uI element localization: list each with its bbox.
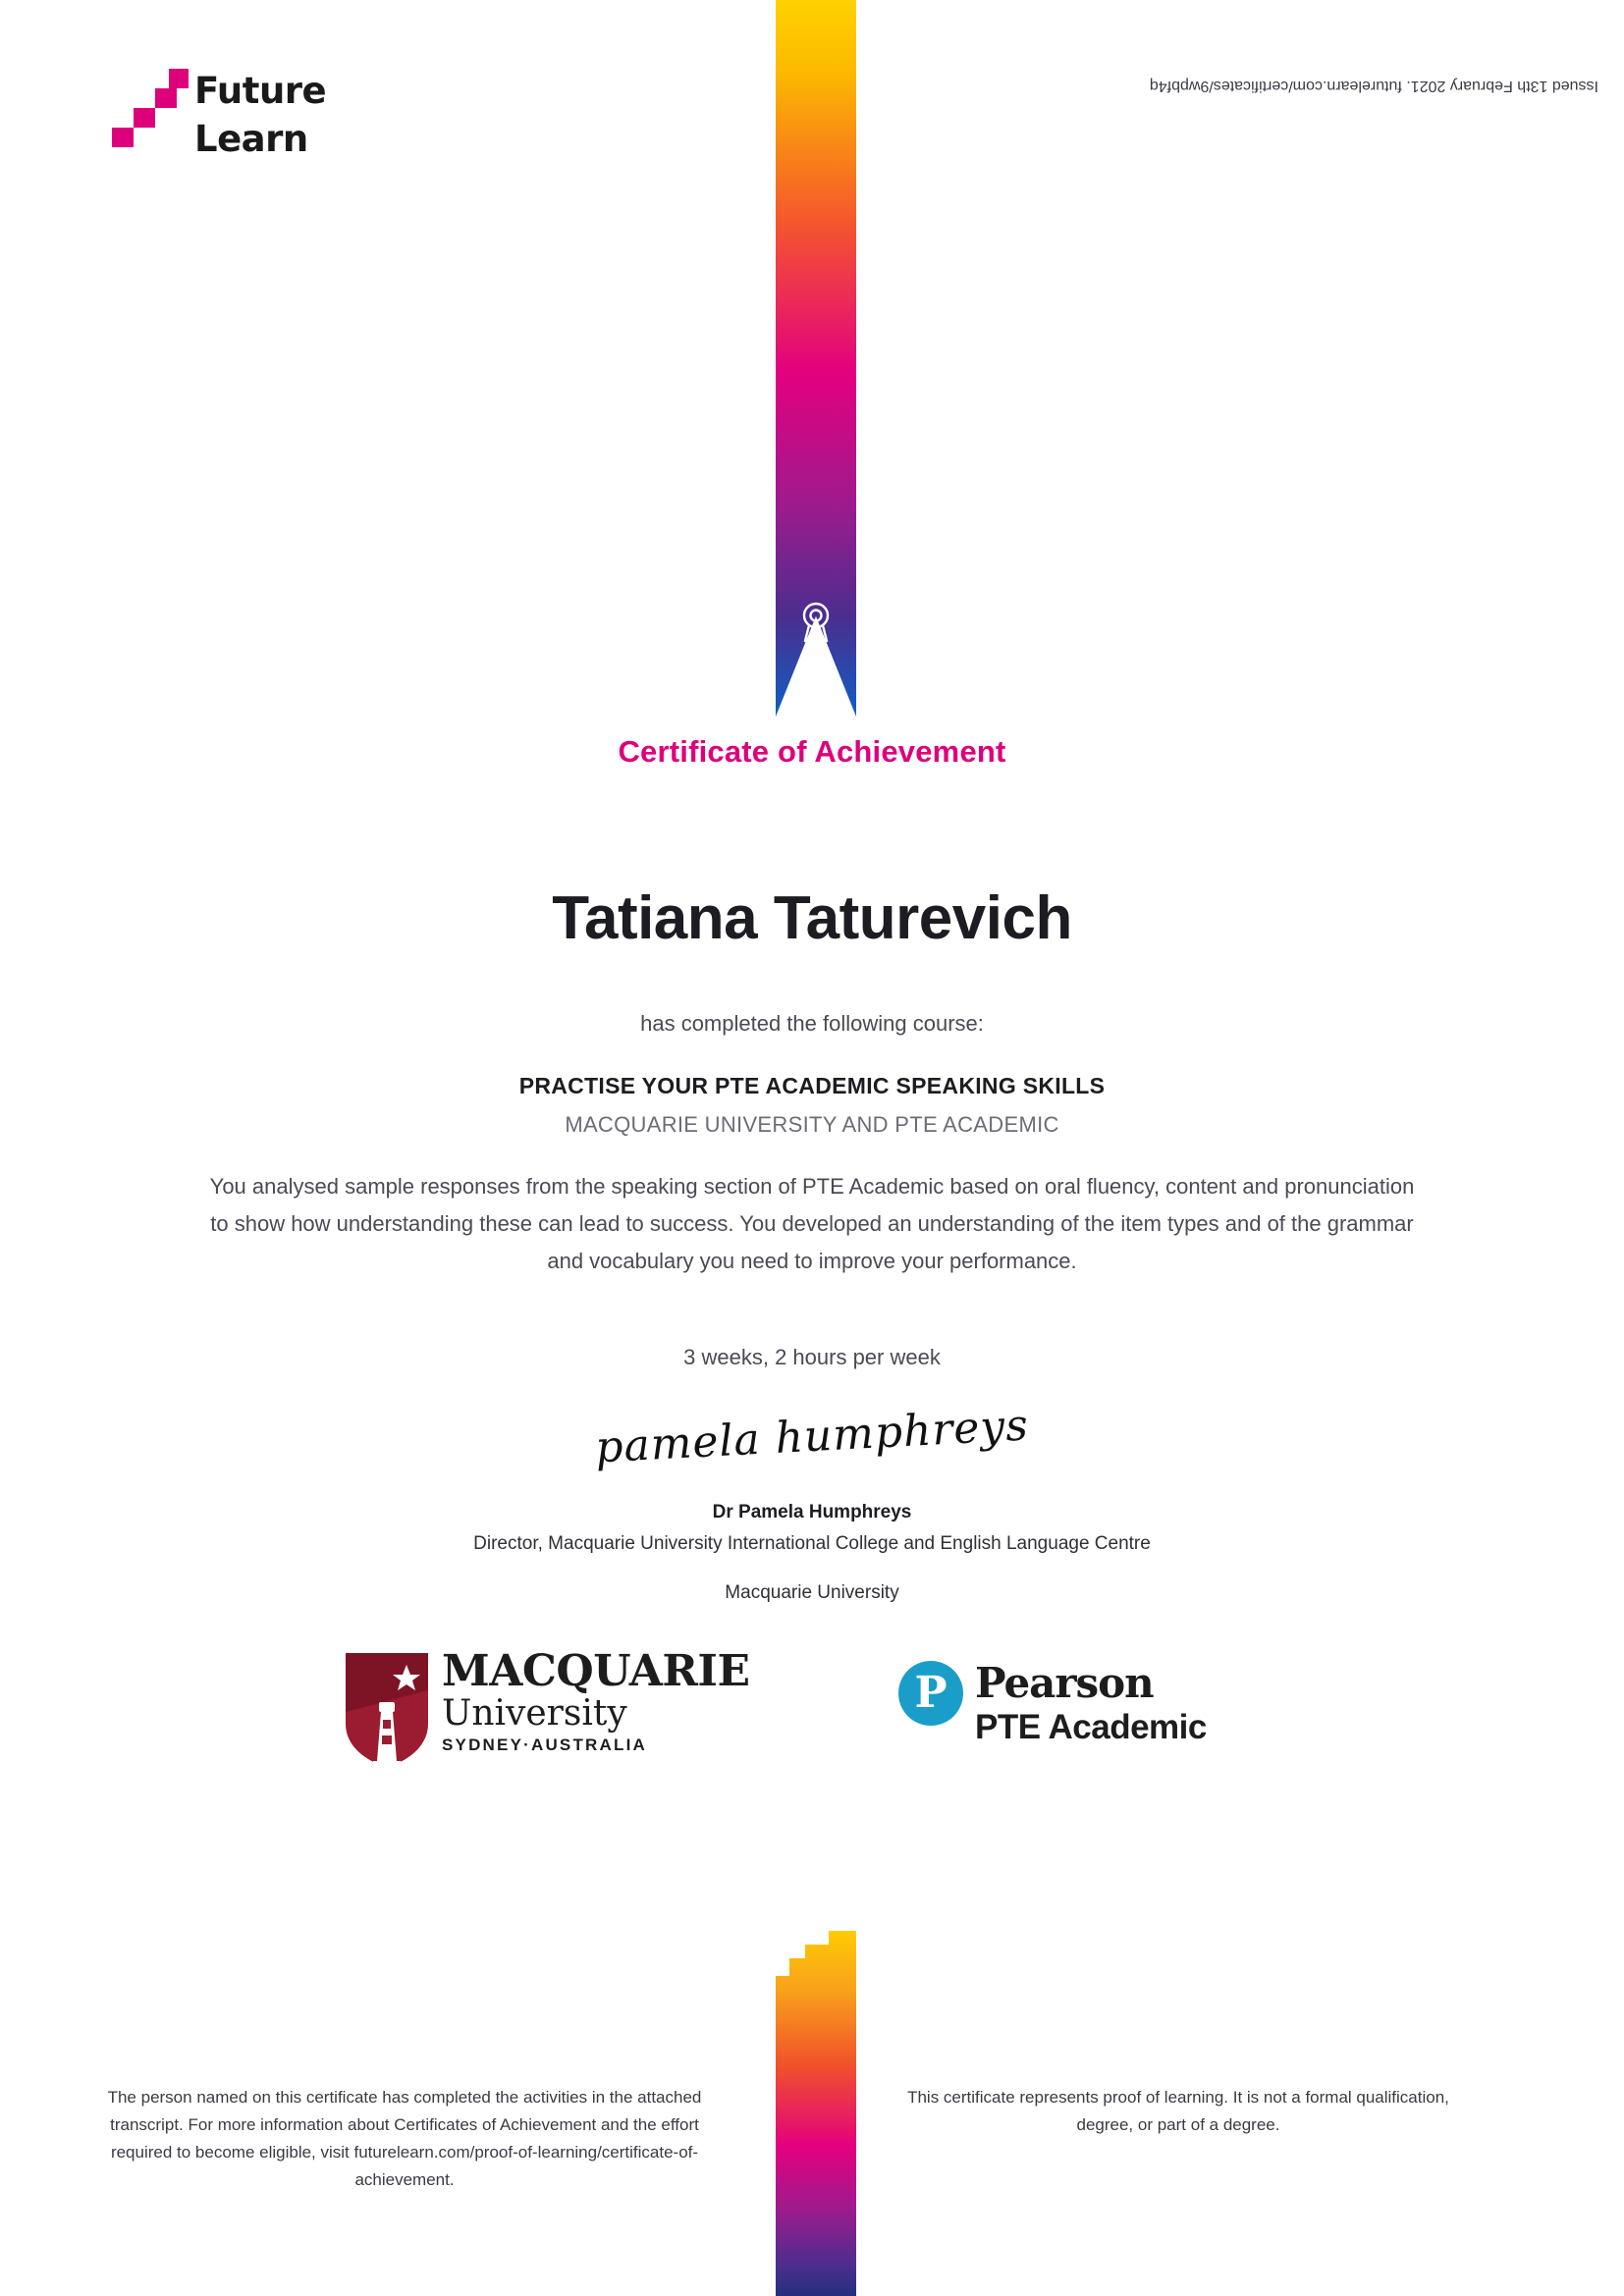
award-seal-icon (776, 599, 856, 644)
macquarie-logo-line2: University (442, 1693, 627, 1734)
certificate-title: Certificate of Achievement (618, 734, 1006, 769)
issued-metadata: Issued 13th February 2021. futurelearn.com/certificates/9wpbf4q (1149, 78, 1598, 94)
pearson-wordmark: Pearson (975, 1659, 1154, 1707)
course-name: PRACTISE YOUR PTE ACADEMIC SPEAKING SKILLS (518, 1073, 1106, 1098)
macquarie-logo-line1: MACQUARIE (442, 1646, 750, 1696)
pearson-p-circle-icon: P (898, 1661, 963, 1726)
course-duration: 3 weeks, 2 hours per week (683, 1345, 941, 1369)
futurelearn-stairs-bottom-icon (776, 1917, 856, 1976)
footer-note-right: This certificate represents proof of learning. It is not a formal qualification, degree, or part of a degree. (907, 2088, 1449, 2134)
signer-name: Dr Pamela Humphreys (712, 1502, 912, 1522)
signature-image: pamela humphreys (594, 1400, 1030, 1473)
recipient-name: Tatiana Taturevich (552, 884, 1072, 952)
course-description: You analysed sample responses from the speaking section of PTE Academic based on oral fluency, content and pronunciation to show how understanding these can lead to success. You developed an understanding of the item types and of the grammar and vocabulary you need to improve your performance. (209, 1174, 1415, 1273)
pearson-pte-academic-label: PTE Academic (975, 1708, 1207, 1746)
macquarie-university-logo (344, 1646, 756, 1772)
futurelearn-logo (110, 67, 365, 175)
pearson-pte-academic-logo (898, 1661, 1232, 1769)
macquarie-shield-lighthouse-icon (344, 1651, 430, 1769)
footer-note-left: The person named on this certificate has completed the activities in the attached transcript. For more information about Certificates of Achievement and the effort required to become eligible, visit futurelearn.com/proof-of-learning/certificate-of-achievement. (107, 2088, 702, 2189)
signer-organisation: Macquarie University (725, 1582, 899, 1603)
bottom-ribbon (776, 1923, 856, 2296)
futurelearn-logo-line1: Future (194, 70, 327, 112)
partner-logos (324, 1646, 1237, 1777)
completion-statement: has completed the following course: (640, 1011, 984, 1036)
futurelearn-logo-line2: Learn (194, 118, 308, 160)
macquarie-logo-line3: SYDNEY·AUSTRALIA (442, 1735, 647, 1754)
course-provider: MACQUARIE UNIVERSITY AND PTE ACADEMIC (565, 1112, 1059, 1137)
futurelearn-stairs-icon (110, 67, 190, 149)
signer-role: Director, Macquarie University International College and English Language Centre (473, 1533, 1151, 1554)
